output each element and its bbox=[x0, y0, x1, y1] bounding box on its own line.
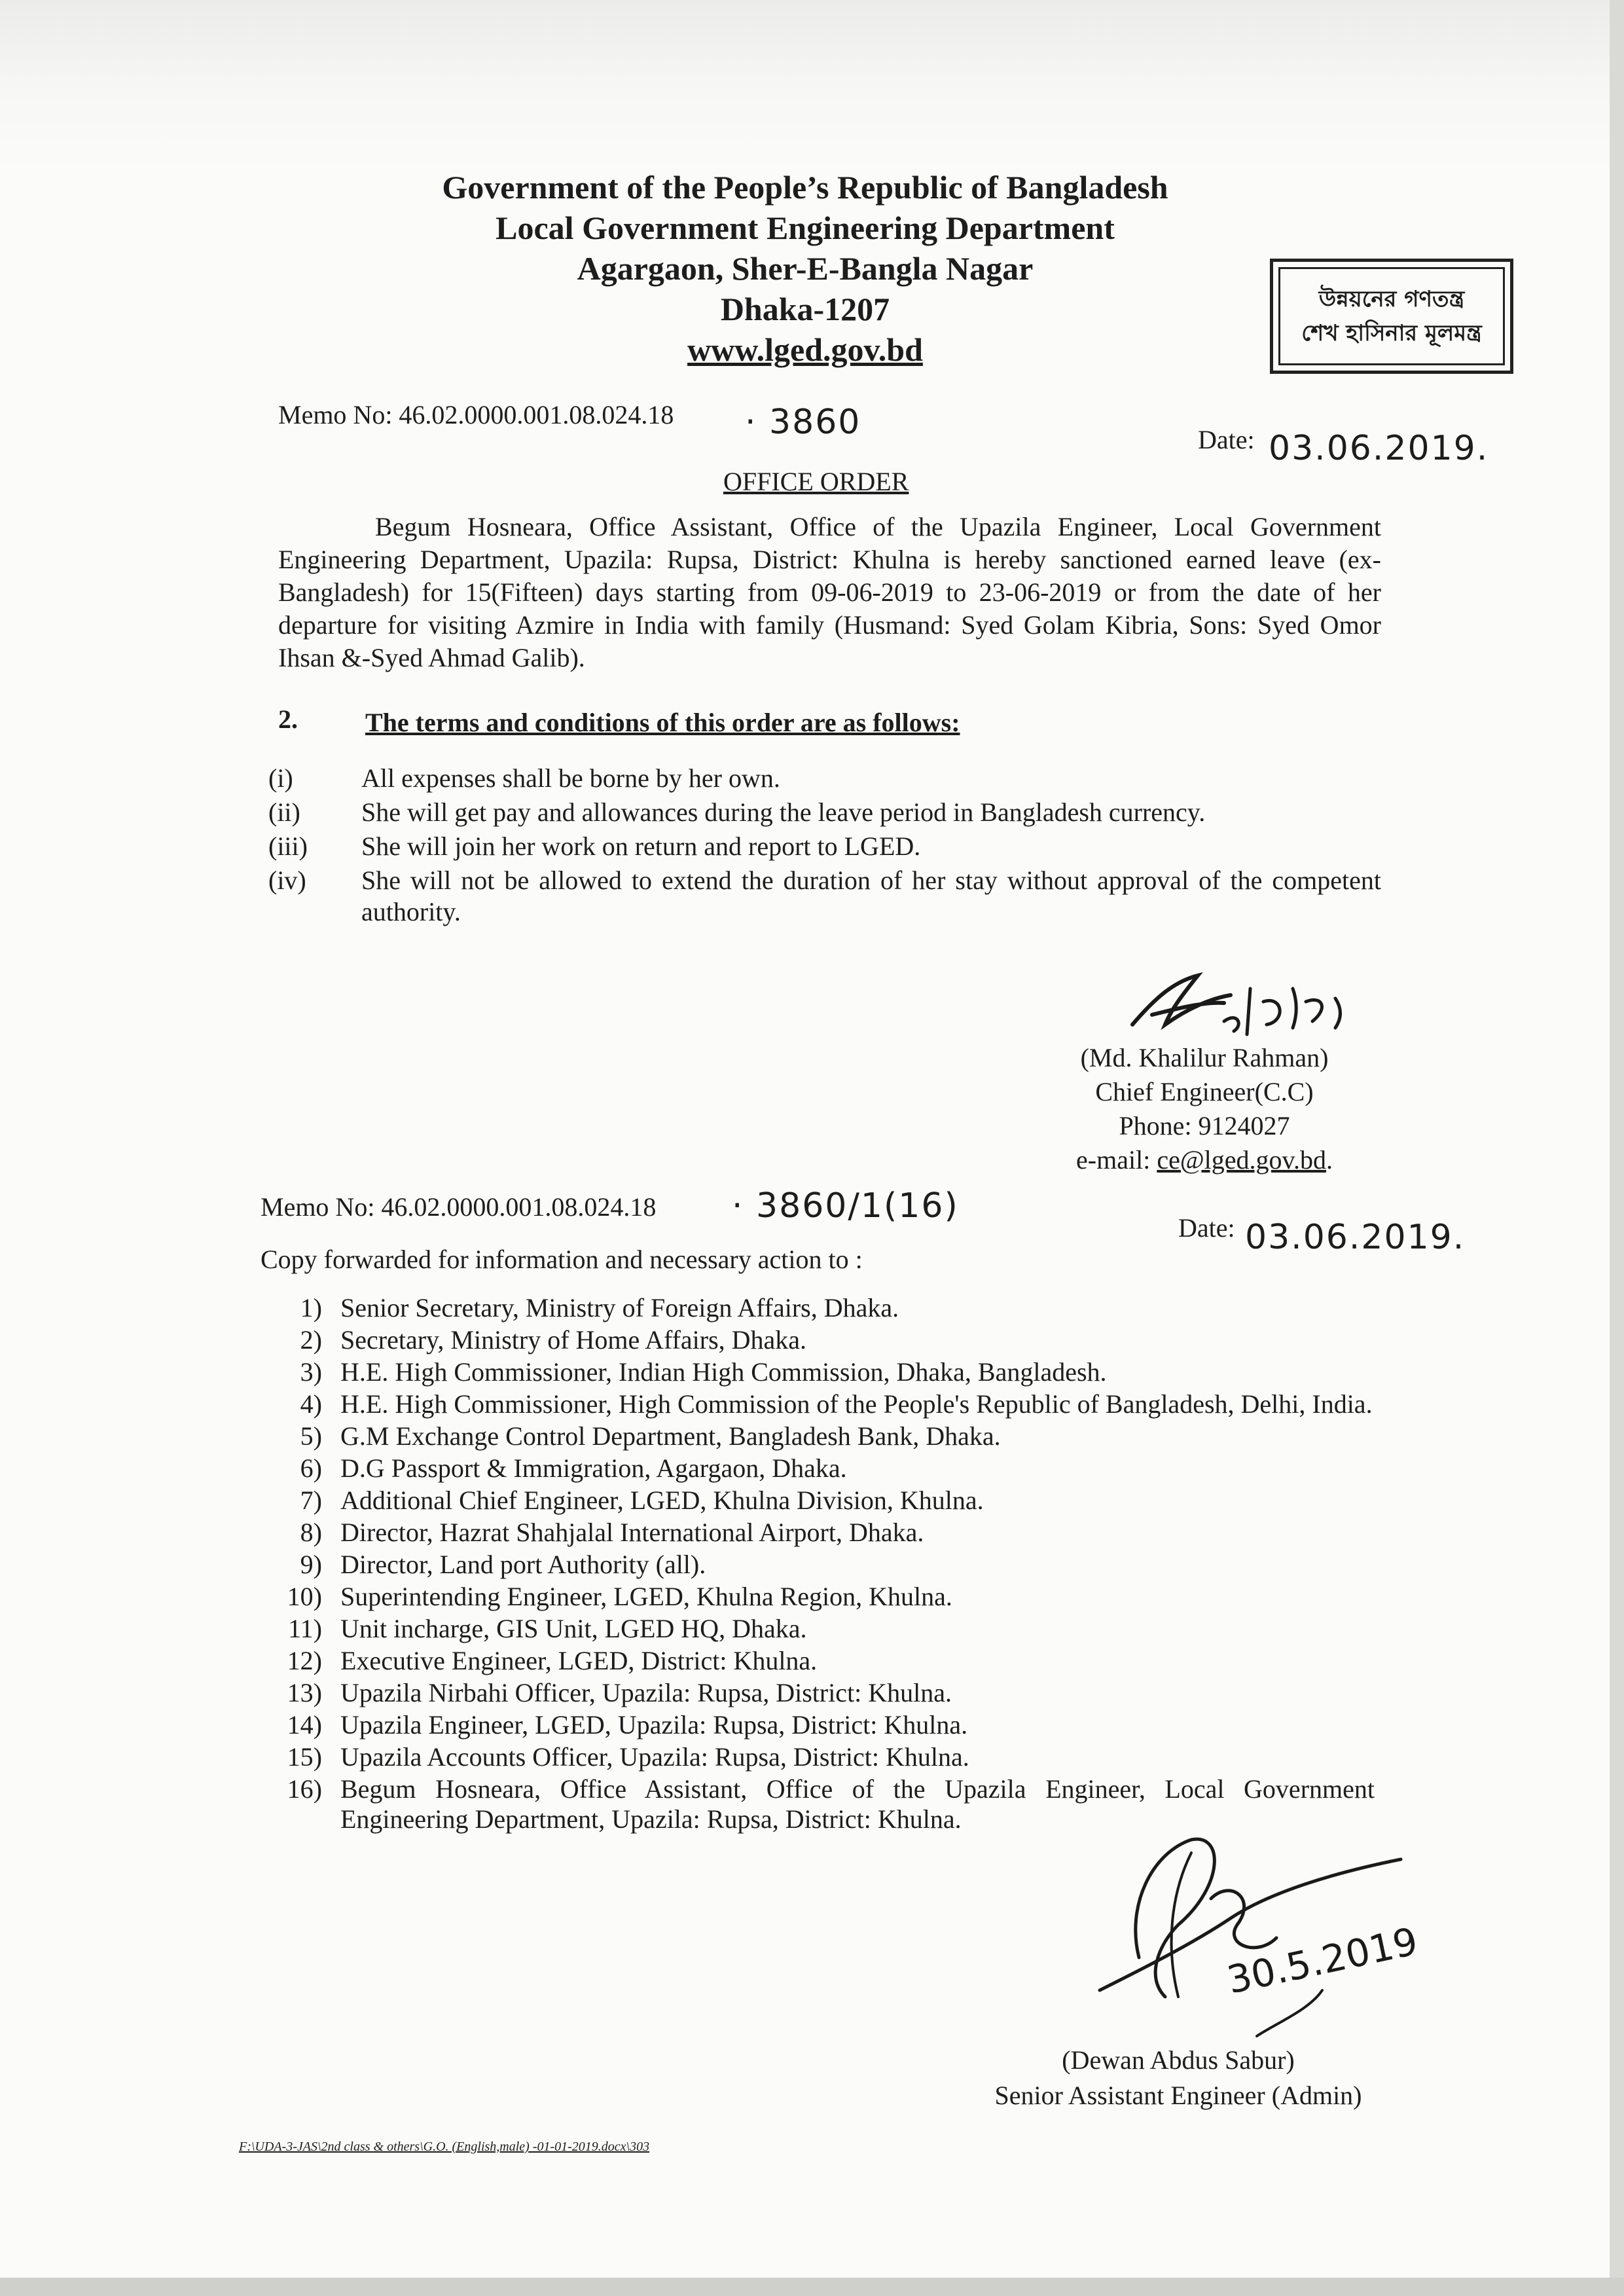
recipient-item bbox=[249, 1389, 1375, 1419]
term-item bbox=[268, 865, 1381, 928]
recipient-text: Director, Land port Authority (all). bbox=[340, 1550, 706, 1579]
term-number: (iii) bbox=[268, 831, 308, 861]
copy-forwarded-line: Copy forwarded for information and necessary action to : bbox=[261, 1245, 863, 1274]
term-number: (i) bbox=[268, 763, 293, 793]
memo2-number-handwritten: · 3860/1(16) bbox=[732, 1186, 959, 1226]
recipient-item bbox=[249, 1614, 1375, 1644]
motto-line-1: উন্নয়নের গণতন্ত্র bbox=[1318, 286, 1465, 312]
recipient-number: 4) bbox=[300, 1389, 322, 1419]
recipient-text: Upazila Engineer, LGED, Upazila: Rupsa, District: Khulna. bbox=[340, 1710, 968, 1740]
recipient-text: Superintending Engineer, LGED, Khulna Region, Khulna. bbox=[340, 1582, 952, 1611]
recipient-text: Begum Hosneara, Office Assistant, Office of the Upazila Engineer, Local Government Engineering Department, Upazila: Rupsa, District: Khulna. bbox=[340, 1774, 1375, 1834]
memo-number-handwritten: · 3860 bbox=[745, 403, 861, 442]
order-paragraph: Begum Hosneara, Office Assistant, Office of the Upazila Engineer, Local Government Engineering Department, Upazila: Rupsa, District: Khulna is hereby sanctioned earned leave (ex-Bangladesh) for 15(Fifteen) days starting from 09-06-2019 to 23-06-2019 or from the date of her departure for visiting Azmire in India with family (Husmand: Syed Golam Kibria, Sons: Syed Omor Ihsan &-Syed Ahmad Galib). bbox=[278, 512, 1381, 672]
recipient-text: H.E. High Commissioner, Indian High Commission, Dhaka, Bangladesh. bbox=[340, 1357, 1107, 1387]
recipient-item bbox=[249, 1421, 1375, 1451]
recipient-text: Additional Chief Engineer, LGED, Khulna Division, Khulna. bbox=[340, 1485, 984, 1515]
email-end: . bbox=[1326, 1145, 1333, 1175]
term-item bbox=[268, 831, 1381, 862]
letterhead bbox=[275, 167, 1335, 370]
scan-edge-right bbox=[1610, 0, 1624, 2296]
recipient-item bbox=[249, 1357, 1375, 1387]
term-text: All expenses shall be borne by her own. bbox=[361, 763, 780, 793]
date-label: Date: bbox=[1198, 425, 1255, 454]
recipient-number: 2) bbox=[300, 1325, 322, 1355]
term-text: She will get pay and allowances during the leave period in Bangladesh currency. bbox=[361, 797, 1206, 827]
recipient-number: 7) bbox=[300, 1485, 322, 1515]
signer-email-line bbox=[1008, 1143, 1401, 1177]
recipient-item bbox=[249, 1774, 1375, 1834]
recipient-number: 13) bbox=[287, 1678, 322, 1707]
term-number: (iv) bbox=[268, 866, 306, 895]
letterhead-website: www.lged.gov.bd bbox=[687, 331, 923, 368]
section-title: The terms and conditions of this order are as follows: bbox=[365, 708, 960, 737]
recipient-item bbox=[249, 1293, 1375, 1323]
recipient-number: 10) bbox=[287, 1582, 322, 1611]
motto-line-2: শেখ হাসিনার মূলমন্ত্র bbox=[1301, 320, 1482, 346]
memo-number-label: Memo No: 46.02.0000.001.08.024.18 bbox=[278, 400, 674, 429]
recipient-item bbox=[249, 1742, 1375, 1772]
recipient-number: 16) bbox=[287, 1774, 322, 1804]
recipient-text: Upazila Nirbahi Officer, Upazila: Rupsa, District: Khulna. bbox=[340, 1678, 952, 1707]
recipient-number: 14) bbox=[287, 1710, 322, 1740]
signer-chief-engineer bbox=[1008, 1041, 1401, 1177]
memo2-number-label: Memo No: 46.02.0000.001.08.024.18 bbox=[261, 1192, 657, 1222]
email-link[interactable]: ce@lged.gov.bd bbox=[1157, 1145, 1326, 1175]
term-text: She will not be allowed to extend the duration of her stay without approval of the competent authority. bbox=[361, 866, 1381, 926]
recipient-text: Executive Engineer, LGED, District: Khulna. bbox=[340, 1646, 818, 1675]
recipient-number: 1) bbox=[300, 1293, 322, 1322]
letterhead-line-2: Local Government Engineering Department bbox=[496, 210, 1115, 246]
date2-handwritten: 03.06.2019. bbox=[1245, 1218, 1466, 1257]
section-number: 2. bbox=[278, 704, 298, 734]
signer-senior-assistant-engineer bbox=[943, 2043, 1414, 2113]
recipient-item bbox=[249, 1518, 1375, 1548]
recipient-item bbox=[249, 1453, 1375, 1484]
recipient-text: Unit incharge, GIS Unit, LGED HQ, Dhaka. bbox=[340, 1614, 807, 1643]
signer-designation: Chief Engineer(C.C) bbox=[1095, 1077, 1314, 1106]
recipient-text: D.G Passport & Immigration, Agargaon, Dhaka. bbox=[340, 1453, 847, 1483]
recipient-number: 11) bbox=[288, 1614, 322, 1643]
signer2-designation: Senior Assistant Engineer (Admin) bbox=[994, 2081, 1362, 2110]
signature-senior-assistant-engineer bbox=[1060, 1827, 1466, 2043]
recipient-text: Upazila Accounts Officer, Upazila: Rupsa, District: Khulna. bbox=[340, 1742, 969, 1772]
recipient-text: G.M Exchange Control Department, Bangladesh Bank, Dhaka. bbox=[340, 1421, 1001, 1451]
recipient-number: 8) bbox=[300, 1518, 322, 1547]
signer-name: (Md. Khalilur Rahman) bbox=[1080, 1043, 1329, 1072]
recipient-text: Secretary, Ministry of Home Affairs, Dhaka. bbox=[340, 1325, 807, 1355]
date-handwritten: 03.06.2019. bbox=[1269, 429, 1489, 468]
letterhead-line-3: Agargaon, Sher-E-Bangla Nagar bbox=[577, 250, 1034, 287]
recipient-item bbox=[249, 1485, 1375, 1516]
term-item bbox=[268, 763, 1381, 794]
recipient-item bbox=[249, 1550, 1375, 1580]
recipient-item bbox=[249, 1710, 1375, 1740]
signer-phone: Phone: 9124027 bbox=[1119, 1111, 1290, 1140]
term-number: (ii) bbox=[268, 797, 300, 827]
date2-label: Date: bbox=[1178, 1213, 1235, 1243]
office-order-title: OFFICE ORDER bbox=[723, 467, 909, 496]
signature2-date: 30.5.2019 bbox=[1223, 1918, 1422, 2003]
recipient-text: Director, Hazrat Shahjalal International Airport, Dhaka. bbox=[340, 1518, 924, 1547]
recipient-number: 15) bbox=[287, 1742, 322, 1772]
email-label: e-mail: bbox=[1076, 1145, 1151, 1175]
recipient-item bbox=[249, 1582, 1375, 1612]
recipient-number: 6) bbox=[300, 1453, 322, 1483]
recipient-number: 3) bbox=[300, 1357, 322, 1387]
recipient-item bbox=[249, 1646, 1375, 1676]
recipient-number: 12) bbox=[287, 1646, 322, 1675]
letterhead-line-1: Government of the People’s Republic of Bangladesh bbox=[442, 169, 1168, 206]
recipient-number: 5) bbox=[300, 1421, 322, 1451]
recipient-text: Senior Secretary, Ministry of Foreign Affairs, Dhaka. bbox=[340, 1293, 899, 1322]
recipient-item bbox=[249, 1678, 1375, 1708]
term-item bbox=[268, 797, 1381, 828]
recipient-number: 9) bbox=[300, 1550, 322, 1579]
term-text: She will join her work on return and report to LGED. bbox=[361, 831, 921, 861]
footer-file-path: F:\UDA-3-JAS\2nd class & others\G.O. (English,male) -01-01-2019.docx\303 bbox=[239, 2140, 650, 2154]
motto-box bbox=[1270, 259, 1513, 374]
signer2-name: (Dewan Abdus Sabur) bbox=[1062, 2045, 1295, 2075]
scan-edge-bottom bbox=[0, 2278, 1624, 2296]
terms-list bbox=[268, 763, 1381, 930]
recipient-item bbox=[249, 1325, 1375, 1355]
letterhead-line-4: Dhaka-1207 bbox=[720, 291, 890, 327]
signature-chief-engineer bbox=[1126, 962, 1388, 1048]
recipients-list bbox=[249, 1293, 1375, 1836]
recipient-text: H.E. High Commissioner, High Commission of the People's Republic of Bangladesh, Delhi, India. bbox=[340, 1389, 1373, 1419]
